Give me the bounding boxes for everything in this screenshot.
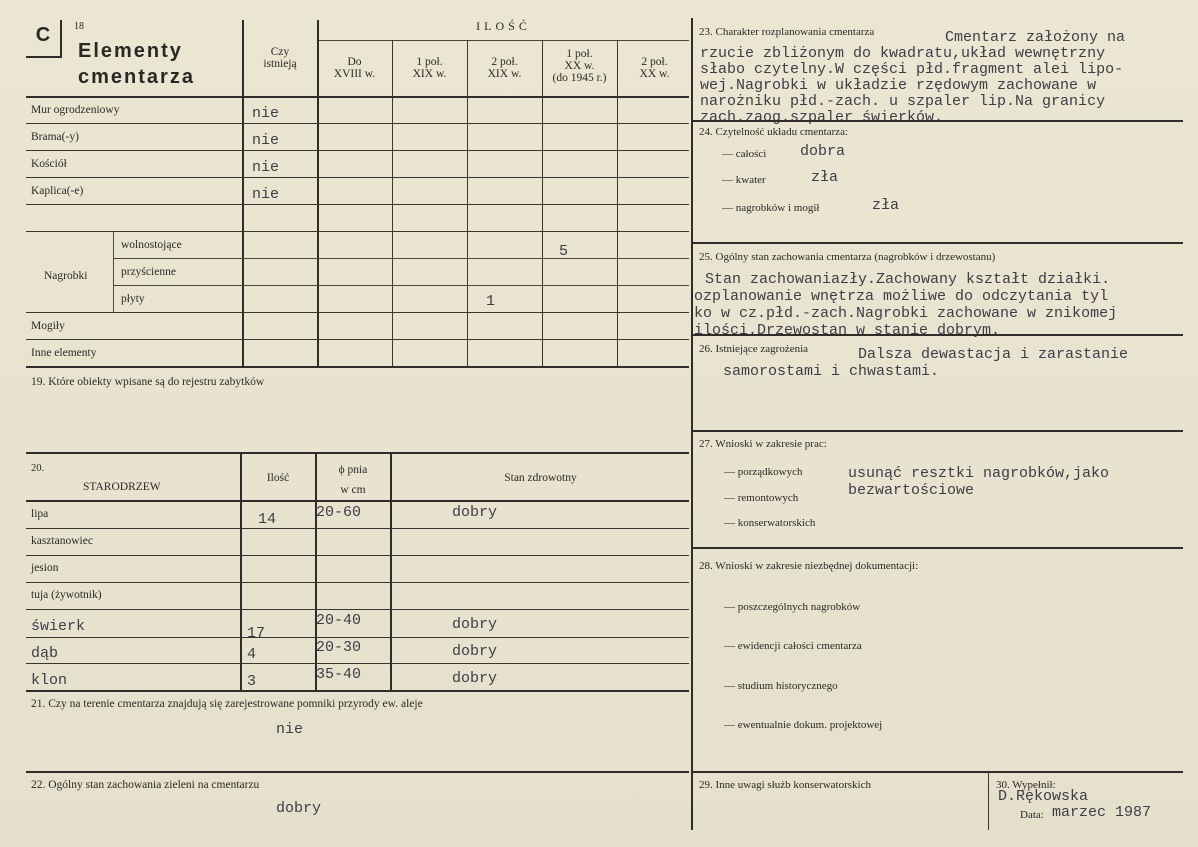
- period-l1: Do: [347, 56, 362, 68]
- q24-item-label: — nagrobków i mogił: [722, 202, 820, 214]
- q30-label: 30. Wypełnił:: [996, 779, 1056, 791]
- col-div-2: [392, 40, 393, 366]
- q26-line: samorostami i chwastami.: [723, 363, 940, 380]
- q25-line: ko w cz.płd.-zach.Nagrobki zachowane w znikomej: [694, 305, 1118, 322]
- q20-col-health: Stan zdrowotny: [504, 472, 577, 484]
- q26-bottom-line: [693, 430, 1183, 432]
- section-letter: C: [26, 20, 62, 58]
- tree-line-4: [26, 609, 689, 610]
- period-l1: 1 poł.: [566, 48, 593, 60]
- q26-label: 26. Istniejące zagrożenia: [699, 343, 809, 355]
- tree-species: dąb: [31, 645, 59, 662]
- tree-hdr-line: [26, 500, 689, 502]
- q23-line: zach.zaog.szpaler świerków.: [700, 109, 944, 126]
- q23-line: Cmentarz założony na: [945, 29, 1126, 46]
- q20-title: STARODRZEW: [83, 481, 161, 493]
- q28-bottom-line: [693, 771, 1183, 773]
- q20-col-count: Ilość: [266, 472, 290, 484]
- period-l1: 2 poł.: [641, 56, 668, 68]
- center-divider: [691, 18, 693, 830]
- tree-species: klon: [31, 672, 68, 689]
- q23-line: rzucie zbliżonym do kwadratu,układ wewnętrzny: [700, 45, 1106, 62]
- col-exists-header: Czy istnieją: [263, 46, 297, 70]
- q30-date: marzec 1987: [1052, 804, 1152, 821]
- row-line-2: [26, 150, 689, 151]
- tree-species: kasztanowiec: [31, 535, 93, 547]
- q28-label: 28. Wnioski w zakresie niezbędnej dokumentacji:: [699, 560, 919, 572]
- element-label: Kaplica(-e): [31, 185, 84, 197]
- q25-line: ilości.Drzewostan w stanie dobrym.: [694, 322, 1001, 339]
- section-number: 18: [74, 21, 84, 32]
- q30-date-label: Data:: [1020, 809, 1044, 821]
- q21-label: 21. Czy na terenie cmentarza znajdują się zarejestrowane pomniki przyrody ew. aleje: [31, 698, 423, 710]
- q25-line: ozplanowanie wnętrza możliwe do odczytania tyl: [694, 288, 1109, 305]
- tree-species: jesion: [31, 562, 59, 574]
- tree-count: 3: [247, 673, 257, 690]
- tree-line-5: [26, 637, 689, 638]
- tree-count: 14: [258, 511, 277, 528]
- q23-line: narożniku płd.-zach. u szpaler lip.Na granicy: [700, 93, 1106, 110]
- period-l2: XIX w.: [412, 68, 447, 80]
- q24-item-value: dobra: [800, 143, 846, 160]
- period-l3: (do 1945 r.): [552, 72, 607, 84]
- period-header-3: [543, 48, 616, 84]
- col-div-4: [542, 40, 543, 366]
- q28-item-label: — ewidencji całości cmentarza: [724, 640, 862, 652]
- q24-item-label: — całości: [722, 148, 767, 160]
- section-title-line2: cmentarza: [78, 66, 195, 88]
- tree-col-count: [240, 454, 242, 690]
- row-line-1: [26, 123, 689, 124]
- tree-diam: 20-60: [316, 504, 362, 521]
- tree-health: dobry: [452, 643, 498, 660]
- hdr-bottom-line: [26, 96, 689, 98]
- period-header-0: [318, 56, 391, 80]
- q27-line: bezwartościowe: [848, 482, 975, 499]
- tree-count: 17: [247, 625, 266, 642]
- tree-health: dobry: [452, 504, 498, 521]
- nagrobki-row-label: wolnostojące: [121, 239, 182, 251]
- period-l2: XX w.: [564, 60, 595, 72]
- period-header-2: [468, 56, 541, 80]
- period-l1: 1 poł.: [416, 56, 443, 68]
- period-l1: 2 poł.: [491, 56, 518, 68]
- col-div-5: [617, 40, 618, 366]
- q27-label: 27. Wnioski w zakresie prac:: [699, 438, 827, 450]
- element-exists: nie: [252, 186, 280, 203]
- row-line-6: [113, 258, 689, 259]
- element-label: Kościół: [31, 158, 67, 170]
- tree-diam: 20-40: [316, 612, 362, 629]
- section-title: [78, 38, 195, 90]
- tree-line-6: [26, 663, 689, 664]
- period-l2: XX w.: [639, 68, 670, 80]
- inne-label: Inne elementy: [31, 347, 97, 359]
- period-header-4: [618, 56, 691, 80]
- q21-bottom-line: [26, 771, 689, 773]
- nagrobki-subdivider: [113, 231, 114, 312]
- tree-count: 4: [247, 646, 257, 663]
- q27-item-label: — konserwatorskich: [724, 517, 816, 529]
- tree-bottom-line: [26, 690, 689, 692]
- q27-item-label: — remontowych: [724, 492, 799, 504]
- period-header-1: [393, 56, 466, 80]
- q24-item-value: zła: [811, 169, 839, 186]
- q30-divider: [988, 773, 989, 830]
- tree-diam: 20-30: [316, 639, 362, 656]
- q23-label: 23. Charakter rozplanowania cmentarza: [699, 26, 875, 38]
- row-line-5: [26, 231, 689, 232]
- nagrobki-row-label: przyścienne: [121, 266, 176, 278]
- period-l2: XIX w.: [487, 68, 522, 80]
- q24-label: 24. Czytelność układu cmentarza:: [699, 126, 849, 138]
- tree-species: lipa: [31, 508, 49, 520]
- q28-item-label: — ewentualnie dokum. projektowej: [724, 719, 883, 731]
- q20-col-diam: ϕ pnia w cm: [338, 464, 368, 496]
- col-ilosc-header: ILOŚĆ: [476, 19, 531, 33]
- q26-line: Dalsza dewastacja i zarastanie: [858, 346, 1129, 363]
- q28-item-label: — studium historycznego: [724, 680, 838, 692]
- nagrobki-label: Nagrobki: [44, 270, 88, 282]
- q19-label: 19. Które obiekty wpisane są do rejestru zabytków: [31, 376, 265, 388]
- table-bottom-line: [26, 366, 689, 368]
- nagrobki-value-wolnostojace: 5: [559, 243, 569, 260]
- hdr-top-line: [318, 40, 689, 41]
- row-line-9: [26, 339, 689, 340]
- q23-line: wej.Nagrobki w układzie rzędowym zachowane w: [700, 77, 1097, 94]
- nagrobki-value-plyty: 1: [486, 293, 496, 310]
- q27-item-label: — porządkowych: [724, 466, 803, 478]
- q20-number: 20.: [31, 463, 45, 474]
- q22-label: 22. Ogólny stan zachowania zieleni na cmentarzu: [31, 779, 260, 791]
- q30-name: D.Rękowska: [998, 788, 1089, 805]
- tree-diam: 35-40: [316, 666, 362, 683]
- section-title-line1: Elementy: [78, 40, 183, 62]
- period-l2: XVIII w.: [333, 68, 376, 80]
- q27-bottom-line: [693, 547, 1183, 549]
- row-line-7: [113, 285, 689, 286]
- q21-answer: nie: [276, 721, 304, 738]
- col-exists-divider: [242, 20, 244, 366]
- mogily-label: Mogiły: [31, 320, 65, 332]
- q28-item-label: — poszczególnych nagrobków: [724, 601, 861, 613]
- row-line-4: [26, 204, 689, 205]
- col-div-3: [467, 40, 468, 366]
- q25-line: Stan zachowaniazły.Zachowany kształt działki.: [705, 271, 1111, 288]
- element-label: Mur ogrodzeniowy: [31, 104, 120, 116]
- q25-bottom-line: [693, 334, 1183, 336]
- q23-line: słabo czytelny.W części płd.fragment alei lipo-: [700, 61, 1124, 78]
- tree-col-health: [390, 454, 392, 690]
- tree-health: dobry: [452, 670, 498, 687]
- q24-item-value: zła: [872, 197, 900, 214]
- q25-label: 25. Ogólny stan zachowania cmentarza (nagrobków i drzewostanu): [699, 251, 996, 263]
- tree-line-2: [26, 555, 689, 556]
- element-exists: nie: [252, 159, 280, 176]
- element-exists: nie: [252, 132, 280, 149]
- q29-label: 29. Inne uwagi służb konserwatorskich: [699, 779, 871, 791]
- row-line-8: [26, 312, 689, 313]
- tree-species: tuja (żywotnik): [31, 589, 102, 601]
- element-label: Brama(-y): [31, 131, 79, 143]
- tree-line-1: [26, 528, 689, 529]
- q27-line: usunąć resztki nagrobków,jako: [848, 465, 1110, 482]
- element-exists: nie: [252, 105, 280, 122]
- q19-bottom-line: [26, 452, 689, 454]
- q24-bottom-line: [693, 242, 1183, 244]
- q23-bottom-line: [693, 120, 1183, 122]
- q22-answer: dobry: [276, 800, 322, 817]
- tree-line-3: [26, 582, 689, 583]
- q24-item-label: — kwater: [722, 174, 766, 186]
- tree-health: dobry: [452, 616, 498, 633]
- tree-species: świerk: [31, 618, 86, 635]
- row-line-3: [26, 177, 689, 178]
- nagrobki-row-label: płyty: [121, 293, 145, 305]
